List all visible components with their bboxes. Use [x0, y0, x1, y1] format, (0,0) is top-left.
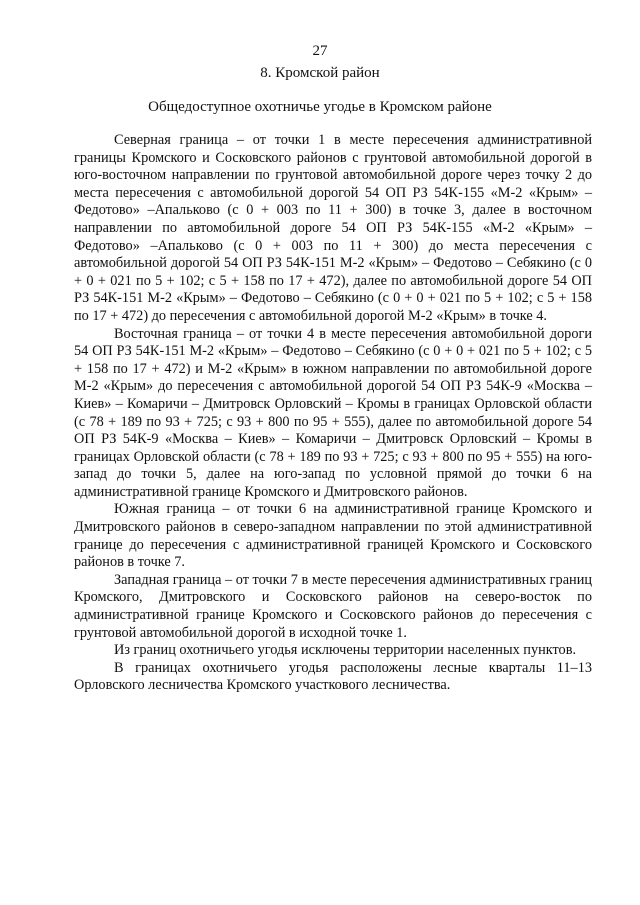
page-number: 27 — [312, 43, 328, 59]
document-title: Общедоступное охотничье угодье в Кромском районе — [148, 99, 492, 115]
paragraph-west-boundary: Западная граница – от точки 7 в месте пересечения административных границ Кромского, Дмитровского и Сосковского районов на северо-восток по административной границе Кромского и Сосковского районов до пересечения с грунтовой автомобильной дорогой в исходной точке 1. — [74, 571, 592, 641]
paragraph-forest-quarters: В границах охотничьего угодья расположены лесные кварталы 11–13 Орловского лесничества Кромского участкового лесничества. — [74, 659, 592, 694]
paragraph-east-boundary: Восточная граница – от точки 4 в месте пересечения автомобильной дороги 54 ОП РЗ 54К-151 М-2 «Крым» – Федотово – Себякино (с 0 + 0 + 021 по 5 + 102; с 5 + 158 по 17 + 472) и М-2 «Крым» в южном направлении по автомобильной дороге М-2 «Крым» до пересечения с автомобильной дорогой 54 ОП РЗ 54К-9 «Москва – Киев» – Комаричи – Дмитровск Орловский – Кромы в границах Орловской области (с 78 + 189 по 93 + 725; с 93 + 800 по 95 + 555), далее по автомобильной дороге 54 ОП РЗ 54К-9 «Москва – Киев» – Комаричи – Дмитровск Орловский – Кромы в границах Орловской области (с 78 + 189 по 93 + 725; с 93 + 800 по 95 + 555) на юго-запад до точки 5, далее на юго-запад по условной прямой до точки 6 на административной границе Кромского и Дмитровского районов. — [74, 325, 592, 500]
section-heading: 8. Кромской район — [260, 65, 380, 81]
paragraph-exclusions: Из границ охотничьего угодья исключены территории населенных пунктов. — [114, 642, 577, 659]
paragraph-south-boundary: Южная граница – от точки 6 на административной границе Кромского и Дмитровского районов в северо-западном направлении по этой административной границе до пересечения с административной границей Кромского и Сосковского районов в точке 7. — [74, 501, 592, 571]
body-text — [74, 132, 592, 695]
paragraph-north-boundary: Северная граница – от точки 1 в месте пересечения административной границы Кромского и Сосковского районов с грунтовой автомобильной дорогой в юго-восточном направлении по грунтовой автомобильной дороге через точку 2 до места пересечения с автомобильной дорогой 54 ОП РЗ 54К-155 «М-2 «Крым» – Федотово» –Апальково (с 0 + 003 по 11 + 300) в точке 3, далее в восточном направлении по автомобильной дороге 54 ОП РЗ 54К-155 «М-2 «Крым» – Федотово» –Апальково (с 0 + 003 по 11 + 300) до места пересечения с автомобильной дорогой 54 ОП РЗ 54К-151 М-2 «Крым» – Федотово – Себякино (с 0 + 0 + 021 по 5 + 102; с 5 + 158 по 17 + 472), далее по автомобильной дороге 54 ОП РЗ 54К-151 М-2 «Крым» – Федотово – Себякино (с 0 + 0 + 021 по 5 + 102; с 5 + 158 по 17 + 472) до пересечения с автомобильной дорогой М-2 «Крым» в точке 4. — [74, 132, 592, 324]
